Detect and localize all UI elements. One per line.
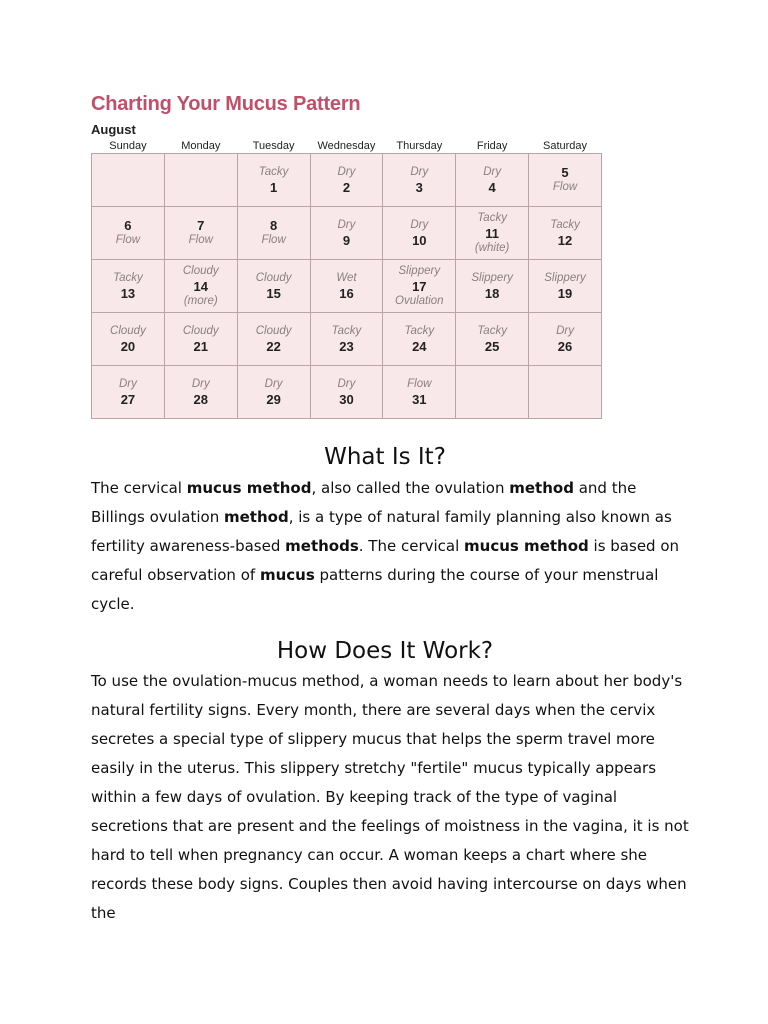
day-number: 20: [120, 339, 136, 354]
paragraph-what-is-it: [91, 474, 691, 619]
day-number: 8: [269, 218, 278, 233]
day-observation: Dry: [191, 378, 210, 390]
day-number: 7: [197, 218, 205, 233]
calendar-day-cell: [310, 313, 383, 366]
day-observation: Tacky: [550, 219, 580, 231]
day-observation: Dry: [337, 219, 356, 231]
day-observation: Tacky: [477, 325, 507, 337]
weekday-header: Thursday: [396, 139, 443, 152]
day-number: 17: [412, 278, 427, 294]
day-number: 21: [193, 339, 208, 354]
day-number: 19: [557, 286, 573, 301]
calendar-day-cell: [92, 313, 165, 366]
day-number: 26: [557, 339, 573, 354]
calendar-day-cell: [164, 260, 237, 313]
calendar-day-cell: [310, 366, 383, 419]
day-note: Ovulation: [395, 294, 444, 307]
day-observation: Dry: [337, 166, 356, 178]
calendar-week-row: [92, 366, 602, 419]
calendar-day-cell: [456, 260, 529, 313]
calendar-week-row: [92, 313, 602, 366]
day-note: (white): [474, 241, 510, 254]
day-observation: Tacky: [404, 325, 435, 337]
weekday-header: Friday: [476, 139, 508, 152]
day-number: 24: [412, 339, 427, 354]
calendar-day-cell: [529, 154, 602, 207]
text-segment: , is a type of natural family planning also known as fertility awareness-based: [91, 508, 672, 555]
paragraph-how-does-it-work: To use the ovulation-mucus method, a woman needs to learn about her body's natural fertility signs. Every month, there are several days when the cervix secretes a special type of slippery mucus that helps the sperm travel more easily in the uterus. This slippery stretchy "fertile" mucus typically appears within a few days of ovulation. By keeping track of the type of vaginal secretions that are present and the feelings of moistness in the vagina, it is not hard to tell when pregnancy can occur. A woman keeps a chart where she records these body signs. Couples then avoid having intercourse on days when the: [91, 672, 689, 922]
calendar-day-cell: [237, 260, 310, 313]
day-note: Flow: [115, 234, 141, 246]
day-observation: Tacky: [331, 325, 362, 337]
calendar-day-cell: [529, 207, 602, 260]
day-number: 10: [412, 233, 427, 248]
day-number: 12: [557, 233, 573, 248]
bold-term: mucus method: [464, 537, 589, 555]
calendar-day-cell: [529, 313, 602, 366]
day-number: 13: [120, 286, 136, 301]
weekday-header: Tuesday: [252, 139, 295, 152]
calendar-day-cell: [164, 154, 237, 207]
bold-term: methods: [285, 537, 359, 555]
day-number: 27: [120, 392, 136, 407]
calendar-day-cell: [310, 260, 383, 313]
calendar-day-cell: [237, 313, 310, 366]
day-number: 25: [484, 339, 500, 354]
day-observation: Slippery: [544, 272, 586, 284]
calendar-day-cell: [92, 154, 165, 207]
calendar-day-cell: [383, 313, 456, 366]
day-observation: Flow: [407, 378, 432, 390]
calendar-week-row: [92, 154, 602, 207]
calendar-day-cell: [164, 313, 237, 366]
day-note: (more): [183, 294, 218, 307]
calendar-day-cell: [529, 366, 602, 419]
day-number: 30: [339, 392, 354, 407]
day-observation: Cloudy: [255, 272, 292, 284]
day-observation: Dry: [556, 325, 574, 337]
weekday-header: Saturday: [543, 139, 588, 152]
day-number: 4: [488, 180, 496, 195]
calendar-body: [92, 154, 602, 419]
calendar-day-cell: [237, 366, 310, 419]
calendar-day-cell: [383, 366, 456, 419]
calendar-table: [91, 138, 602, 419]
calendar-day-cell: [456, 313, 529, 366]
day-observation: Slippery: [471, 272, 513, 284]
calendar-day-cell: [310, 154, 383, 207]
day-number: 1: [269, 180, 278, 195]
calendar-day-cell: [529, 260, 602, 313]
calendar-day-cell: [92, 260, 165, 313]
text-segment: is based on careful observation of: [91, 537, 680, 584]
day-observation: Dry: [264, 378, 283, 390]
bold-term: mucus method: [186, 479, 312, 497]
text-segment: patterns during the course of your menstrual cycle.: [91, 566, 659, 613]
day-observation: Cloudy: [255, 325, 292, 337]
text-segment: , also called the ovulation: [311, 479, 510, 497]
text-segment: . The cervical: [358, 537, 465, 555]
heading-what-is-it: What Is It?: [324, 444, 446, 470]
day-number: 18: [484, 286, 500, 301]
day-observation: Cloudy: [110, 325, 146, 337]
weekday-header: Wednesday: [317, 139, 376, 152]
weekday-header: Monday: [181, 139, 221, 152]
calendar-day-cell: [92, 207, 165, 260]
day-number: 6: [124, 218, 132, 233]
calendar-day-cell: [456, 154, 529, 207]
day-observation: Cloudy: [182, 325, 219, 337]
calendar-day-cell: [456, 366, 529, 419]
day-number: 3: [415, 180, 423, 195]
calendar-week-row: [92, 207, 602, 260]
day-observation: Slippery: [398, 264, 441, 277]
day-observation: Dry: [410, 219, 429, 231]
day-observation: Tacky: [477, 211, 507, 224]
day-observation: Dry: [118, 378, 137, 390]
heading-how-does-it-work: How Does It Work?: [276, 638, 494, 664]
day-number: 16: [339, 286, 354, 301]
day-number: 31: [412, 392, 427, 407]
text-segment: The cervical: [91, 479, 187, 497]
day-note: Flow: [188, 234, 213, 246]
calendar-day-cell: [383, 207, 456, 260]
day-number: 15: [266, 286, 281, 301]
day-number: 2: [342, 180, 351, 195]
day-number: 28: [193, 392, 208, 407]
day-note: Flow: [552, 181, 578, 193]
day-number: 5: [561, 165, 569, 180]
mucus-chart: [91, 90, 603, 419]
calendar-day-cell: [164, 207, 237, 260]
day-observation: Dry: [337, 378, 356, 390]
chart-title: Charting Your Mucus Pattern: [91, 93, 361, 115]
day-number: 9: [342, 233, 351, 248]
calendar-day-cell: [383, 260, 456, 313]
calendar-day-cell: [456, 207, 529, 260]
calendar-day-cell: [383, 154, 456, 207]
day-number: 23: [339, 339, 354, 354]
text-segment: and the Billings ovulation: [91, 479, 637, 526]
day-number: 11: [485, 225, 500, 241]
day-number: 29: [266, 392, 281, 407]
day-observation: Tacky: [113, 272, 143, 284]
calendar-day-cell: [310, 207, 383, 260]
bold-term: method: [224, 508, 289, 526]
calendar-day-cell: [237, 207, 310, 260]
day-observation: Cloudy: [182, 264, 219, 277]
weekday-header-row: [92, 138, 602, 154]
day-number: 14: [193, 278, 208, 294]
chart-month: August: [91, 122, 136, 137]
bold-term: mucus: [259, 566, 315, 584]
day-number: 22: [266, 339, 281, 354]
day-note: Flow: [261, 234, 286, 246]
calendar-day-cell: [92, 366, 165, 419]
day-observation: Dry: [410, 166, 429, 178]
bold-term: method: [509, 479, 574, 497]
calendar-week-row: [92, 260, 602, 313]
day-observation: Tacky: [258, 166, 289, 178]
weekday-header: Sunday: [109, 139, 147, 152]
calendar-day-cell: [164, 366, 237, 419]
day-observation: Wet: [336, 272, 357, 284]
calendar-day-cell: [237, 154, 310, 207]
day-observation: Dry: [483, 166, 502, 178]
